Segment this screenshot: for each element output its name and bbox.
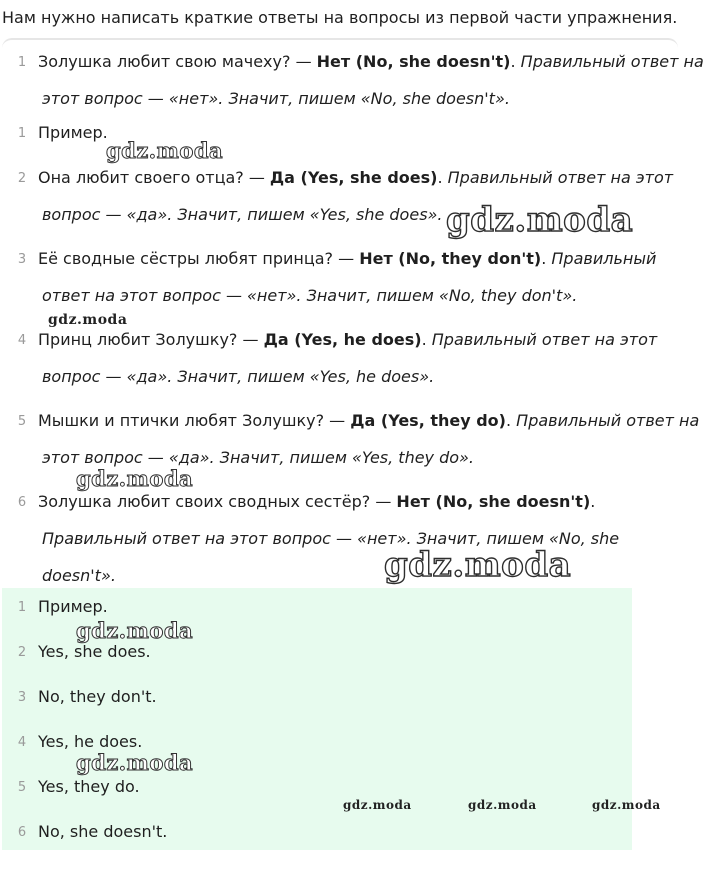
question-number: 1 — [17, 55, 27, 70]
question-line — [38, 492, 595, 511]
example-label: Пример. — [38, 123, 108, 142]
answer-number: 6 — [17, 825, 27, 840]
punctuation: . — [510, 52, 521, 71]
question-text: Золушка любит свою мачеху? — — [38, 52, 317, 71]
answer-number: 2 — [17, 645, 27, 660]
explanation: ответ на этот вопрос — «нет». Значит, пишем «No, they don't». — [42, 286, 578, 305]
answer-line: Yes, they do. — [38, 777, 140, 796]
watermark-logo: gdz.moda — [446, 200, 634, 240]
question-number: 3 — [17, 252, 27, 267]
answer-line: Yes, he does. — [38, 732, 143, 751]
answer-number: 5 — [17, 780, 27, 795]
punctuation: . — [590, 492, 596, 511]
explanation: Правильный ответ на — [520, 52, 704, 71]
question-text: Она любит своего отца? — — [38, 168, 270, 187]
explanation: этот вопрос — «нет». Значит, пишем «No, she doesn't». — [42, 89, 510, 108]
explanation: Правильный ответ на — [516, 411, 700, 430]
short-answer: Да (Yes, she does) — [269, 168, 438, 187]
explanation: doesn't». — [42, 566, 116, 585]
punctuation: . — [505, 411, 517, 430]
short-answer: Да (Yes, he does) — [263, 330, 422, 349]
question-line — [38, 52, 704, 71]
punctuation: . — [421, 330, 432, 349]
short-answer: Нет (No, she doesn't) — [316, 52, 511, 71]
short-answer: Нет (No, they don't) — [359, 249, 542, 268]
answer-number: 1 — [17, 600, 27, 615]
explanation: Правильный — [551, 249, 657, 268]
question-number: 4 — [17, 333, 27, 348]
question-line — [38, 168, 673, 187]
watermark-logo: gdz.moda — [76, 466, 194, 491]
watermark-logo: gdz.moda — [48, 312, 128, 328]
short-answer: Нет (No, she doesn't) — [396, 492, 591, 511]
explanation: Правильный ответ на этот вопрос — «нет». Значит, пишем «No, she — [42, 529, 620, 548]
short-answer: Да (Yes, they do) — [350, 411, 506, 430]
explanation: этот вопрос — «да». Значит, пишем «Yes, they do». — [42, 448, 475, 467]
question-text: Принц любит Золушку? — — [38, 330, 264, 349]
question-number: 1 — [17, 126, 27, 141]
punctuation: . — [437, 168, 448, 187]
question-line — [38, 249, 656, 268]
watermark-logo: gdz.moda — [384, 545, 572, 585]
answer-line: Пример. — [38, 597, 108, 616]
intro-text: Нам нужно написать краткие ответы на вопросы из первой части упражнения. — [2, 8, 678, 27]
explanation: вопрос — «да». Значит, пишем «Yes, she does». — [42, 205, 443, 224]
question-text: Её сводные сёстры любят принца? — — [38, 249, 360, 268]
watermark-logo: gdz.moda — [343, 798, 412, 812]
question-line — [38, 411, 699, 430]
answer-number: 4 — [17, 735, 27, 750]
question-number: 2 — [17, 171, 27, 186]
watermark-logo: gdz.moda — [76, 618, 194, 643]
answer-line: Yes, she does. — [38, 642, 151, 661]
watermark-logo: gdz.moda — [76, 750, 194, 775]
question-line — [38, 330, 657, 349]
question-number: 6 — [17, 495, 27, 510]
punctuation: . — [541, 249, 552, 268]
watermark-logo: gdz.moda — [468, 798, 537, 812]
watermark-logo: gdz.moda — [592, 798, 661, 812]
question-text: Золушка любит своих сводных сестёр? — — [38, 492, 397, 511]
question-text: Мышки и птички любят Золушку? — — [38, 411, 351, 430]
question-number: 5 — [17, 414, 27, 429]
answer-number: 3 — [17, 690, 27, 705]
answer-line: No, she doesn't. — [38, 822, 168, 841]
explanation: Правильный ответ на этот — [447, 168, 674, 187]
explanation: Правильный ответ на этот — [431, 330, 658, 349]
watermark-logo: gdz.moda — [106, 138, 224, 163]
explanation: вопрос — «да». Значит, пишем «Yes, he does». — [42, 367, 435, 386]
answer-line: No, they don't. — [38, 687, 157, 706]
